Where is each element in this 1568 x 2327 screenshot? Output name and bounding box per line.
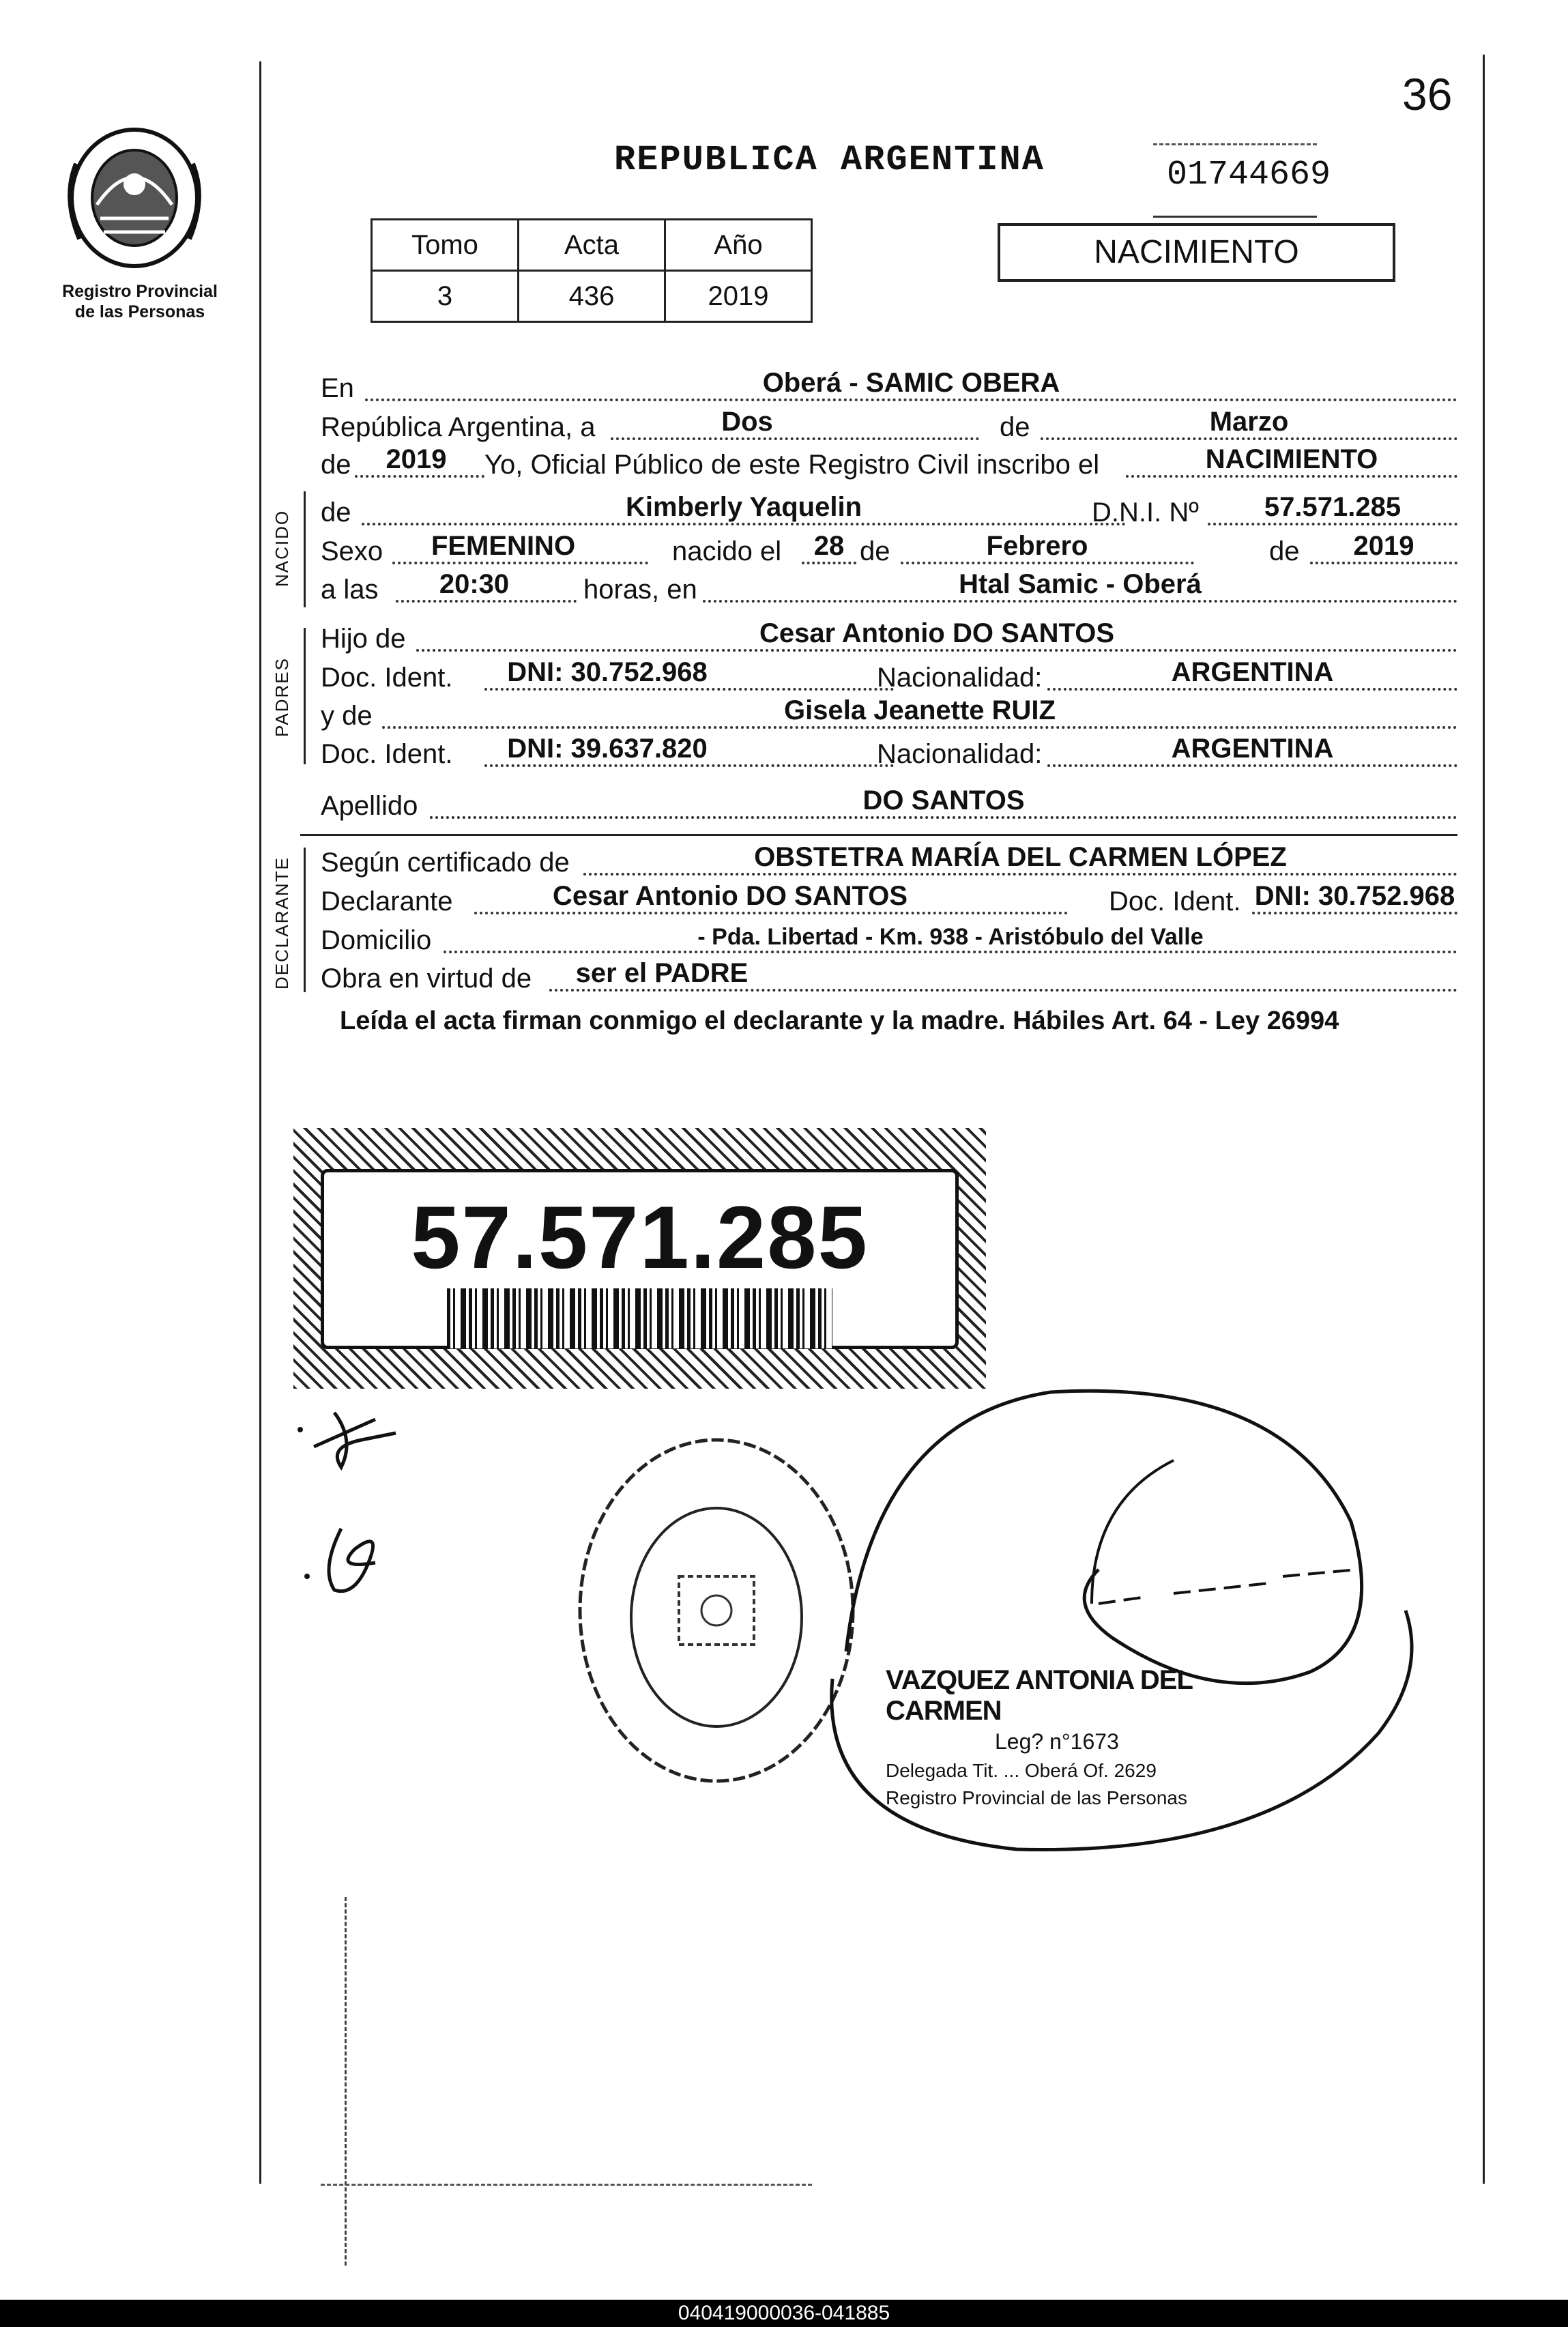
mother-nationality: ARGENTINA: [1171, 734, 1334, 764]
register-value-acta: 436: [519, 271, 665, 322]
row-declarante: [321, 880, 1457, 921]
row-en: [321, 367, 1457, 408]
official-name: VAZQUEZ ANTONIA DEL CARMEN: [886, 1665, 1193, 1726]
padres-bracket: [304, 628, 306, 764]
declarante-doc: DNI: 30.752.968: [1254, 881, 1455, 911]
domicilio-label: Domicilio: [321, 925, 432, 955]
serial-number: 01744669: [1167, 156, 1331, 194]
register-header-anio: Año: [665, 220, 812, 271]
mother-name: Gisela Jeanette RUIZ: [784, 695, 1056, 725]
apellido-label: Apellido: [321, 791, 418, 821]
year-value: 2019: [386, 444, 447, 474]
declarante-bracket: [304, 848, 306, 992]
barcode: [447, 1288, 832, 1348]
declarante-label: Declarante: [321, 886, 453, 916]
left-margin-line: [259, 61, 261, 2184]
official-block: [886, 1665, 1268, 1809]
apellido-value: DO SANTOS: [862, 785, 1025, 815]
segun-label: Según certificado de: [321, 848, 570, 878]
row-segun: [321, 841, 1457, 882]
en-label: En: [321, 373, 354, 403]
inscribo-label: Yo, Oficial Público de este Registro Civil inscribo el: [484, 450, 1100, 480]
father-nationality: ARGENTINA: [1171, 657, 1334, 687]
province-logo: [63, 123, 206, 280]
barcode-number: 57.571.285: [411, 1187, 869, 1287]
declarante-doc-label: Doc. Ident.: [1109, 886, 1241, 916]
row-father: [321, 618, 1457, 659]
official-legajo: Leg? n°1673: [995, 1729, 1119, 1754]
row-domicilio: [321, 919, 1457, 960]
misiones-coat-of-arms-icon: [63, 123, 206, 280]
serial-area: [1153, 135, 1331, 217]
page-title: REPUBLICA ARGENTINA: [614, 140, 1045, 180]
en-value: Oberá - SAMIC OBERA: [762, 368, 1060, 398]
birth-day: 28: [813, 531, 845, 561]
y-de-label: y de: [321, 701, 373, 731]
father-name: Cesar Antonio DO SANTOS: [759, 618, 1115, 648]
certificate-issuer: OBSTETRA MARÍA DEL CARMEN LÓPEZ: [754, 842, 1287, 872]
footer-code: 040419000036-041885: [0, 2300, 1568, 2327]
de-label-birth-year: de: [1269, 536, 1300, 566]
hijo-de-label: Hijo de: [321, 624, 406, 654]
register-value-tomo: 3: [372, 271, 519, 322]
obra-value: ser el PADRE: [575, 958, 749, 988]
sexo-value: FEMENINO: [431, 531, 576, 561]
official-registry: Registro Provincial de las Personas: [886, 1787, 1187, 1808]
de-label-birth-month: de: [860, 536, 890, 566]
dni-label: D.N.I. Nº: [1092, 497, 1199, 527]
birth-month: Febrero: [986, 531, 1088, 561]
row-father-doc: [321, 656, 1457, 697]
mother-doc: DNI: 39.637.820: [507, 734, 708, 764]
logo-caption-line1: Registro Provincial: [62, 282, 218, 301]
side-label-padres: PADRES: [272, 657, 292, 737]
birth-place: Htal Samic - Oberá: [959, 569, 1202, 599]
father-doc-label: Doc. Ident.: [321, 663, 453, 693]
birth-time: 20:30: [439, 569, 510, 599]
logo-caption: [41, 281, 239, 322]
register-value-anio: 2019: [665, 271, 812, 322]
inscribo-value: NACIMIENTO: [1205, 444, 1378, 474]
row-obra: [321, 957, 1457, 998]
father-nationality-label: Nacionalidad:: [877, 663, 1043, 693]
dashed-vertical-mark: [345, 1897, 347, 2266]
horas-label: horas, en: [583, 575, 697, 605]
register-header-acta: Acta: [519, 220, 665, 271]
row-mother-doc: [321, 733, 1457, 774]
child-dni: 57.571.285: [1264, 492, 1402, 522]
row-nacido-name: [321, 491, 1457, 532]
page-number: 36: [1402, 69, 1453, 119]
child-name: Kimberly Yaquelin: [625, 492, 862, 522]
mother-doc-label: Doc. Ident.: [321, 739, 453, 769]
de-label-year: de: [321, 450, 351, 480]
dashed-horizontal-mark: [321, 2184, 812, 2186]
logo-caption-line2: de las Personas: [74, 302, 205, 321]
row-inscribo: [321, 444, 1457, 485]
side-label-declarante: DECLARANTE: [272, 856, 292, 989]
mother-nationality-label: Nacionalidad:: [877, 739, 1043, 769]
document-type-box: NACIMIENTO: [998, 223, 1395, 282]
row-sexo: [321, 530, 1457, 571]
right-margin-line: [1483, 55, 1485, 2184]
section-divider: [300, 834, 1457, 836]
day-value: Dos: [721, 407, 773, 437]
sexo-label: Sexo: [321, 536, 383, 566]
alas-label: a las: [321, 575, 379, 605]
nacido-el-label: nacido el: [672, 536, 782, 566]
father-doc: DNI: 30.752.968: [507, 657, 708, 687]
register-table: [371, 218, 813, 323]
domicilio-value: - Pda. Libertad - Km. 938 - Aristóbulo del Valle: [697, 924, 1204, 950]
month-value: Marzo: [1209, 407, 1289, 437]
declarante-name: Cesar Antonio DO SANTOS: [552, 881, 908, 911]
birth-year: 2019: [1353, 531, 1414, 561]
row-republica: [321, 406, 1457, 447]
row-hora: [321, 568, 1457, 609]
initials-signature-icon: [293, 1392, 409, 1610]
side-label-nacido: NACIDO: [272, 509, 292, 587]
de-label-month: de: [1000, 412, 1030, 442]
register-header-tomo: Tomo: [372, 220, 519, 271]
official-position: Delegada Tit. ... Oberá Of. 2629: [886, 1760, 1157, 1781]
closing-text: Leída el acta firman conmigo el declarante y la madre. Hábiles Art. 64 - Ley 26994: [340, 1007, 1339, 1035]
row-apellido: [321, 785, 1457, 826]
barcode-label: [293, 1128, 986, 1389]
nacido-bracket: [304, 491, 306, 607]
row-mother: [321, 695, 1457, 736]
obra-label: Obra en virtud de: [321, 964, 532, 994]
republica-label: República Argentina, a: [321, 412, 596, 442]
nacido-de-label: de: [321, 497, 351, 527]
